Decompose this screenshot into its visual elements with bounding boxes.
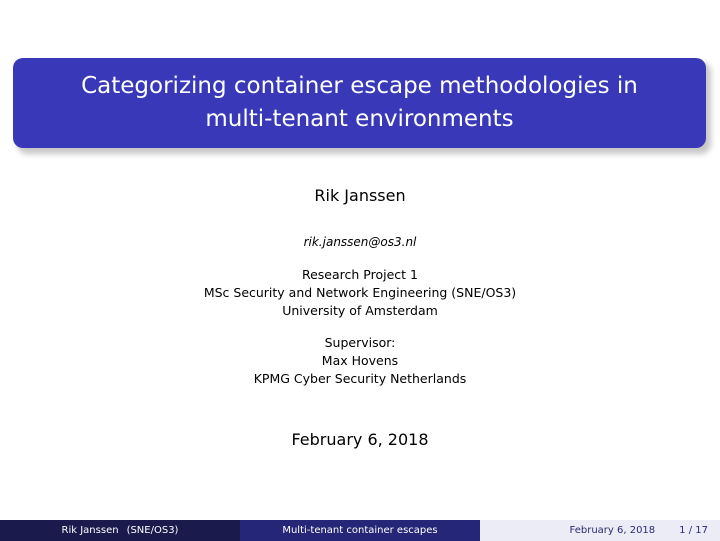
footer-date-section (480, 520, 720, 541)
supervisor-heading: Supervisor: (324, 335, 396, 350)
author-email: rik.janssen@os3.nl (303, 235, 417, 249)
institution-line-2: MSc Security and Network Engineering (SNE/OS3) (203, 285, 517, 300)
footer-short-title: Multi-tenant container escapes (282, 525, 438, 536)
footer-author-section (0, 520, 240, 541)
slide-title: Categorizing container escape methodologies in multi-tenant environments (81, 73, 638, 132)
title-block (13, 58, 706, 148)
footer-bar (0, 520, 720, 541)
author-name: Rik Janssen (314, 186, 406, 205)
institution-line-1: Research Project 1 (301, 267, 418, 282)
footer-page-number: 1 / 17 (679, 525, 708, 536)
footer-title-section (240, 520, 480, 541)
supervisor-org: KPMG Cyber Security Netherlands (253, 371, 467, 386)
footer-author: Rik Janssen (61, 525, 119, 536)
footer-affiliation: (SNE/OS3) (126, 525, 179, 536)
presentation-date: February 6, 2018 (291, 430, 429, 449)
supervisor-name: Max Hovens (321, 353, 399, 368)
footer-date: February 6, 2018 (569, 525, 656, 536)
institution-block (0, 266, 720, 320)
institution-line-3: University of Amsterdam (282, 303, 438, 318)
supervisor-block (0, 334, 720, 388)
